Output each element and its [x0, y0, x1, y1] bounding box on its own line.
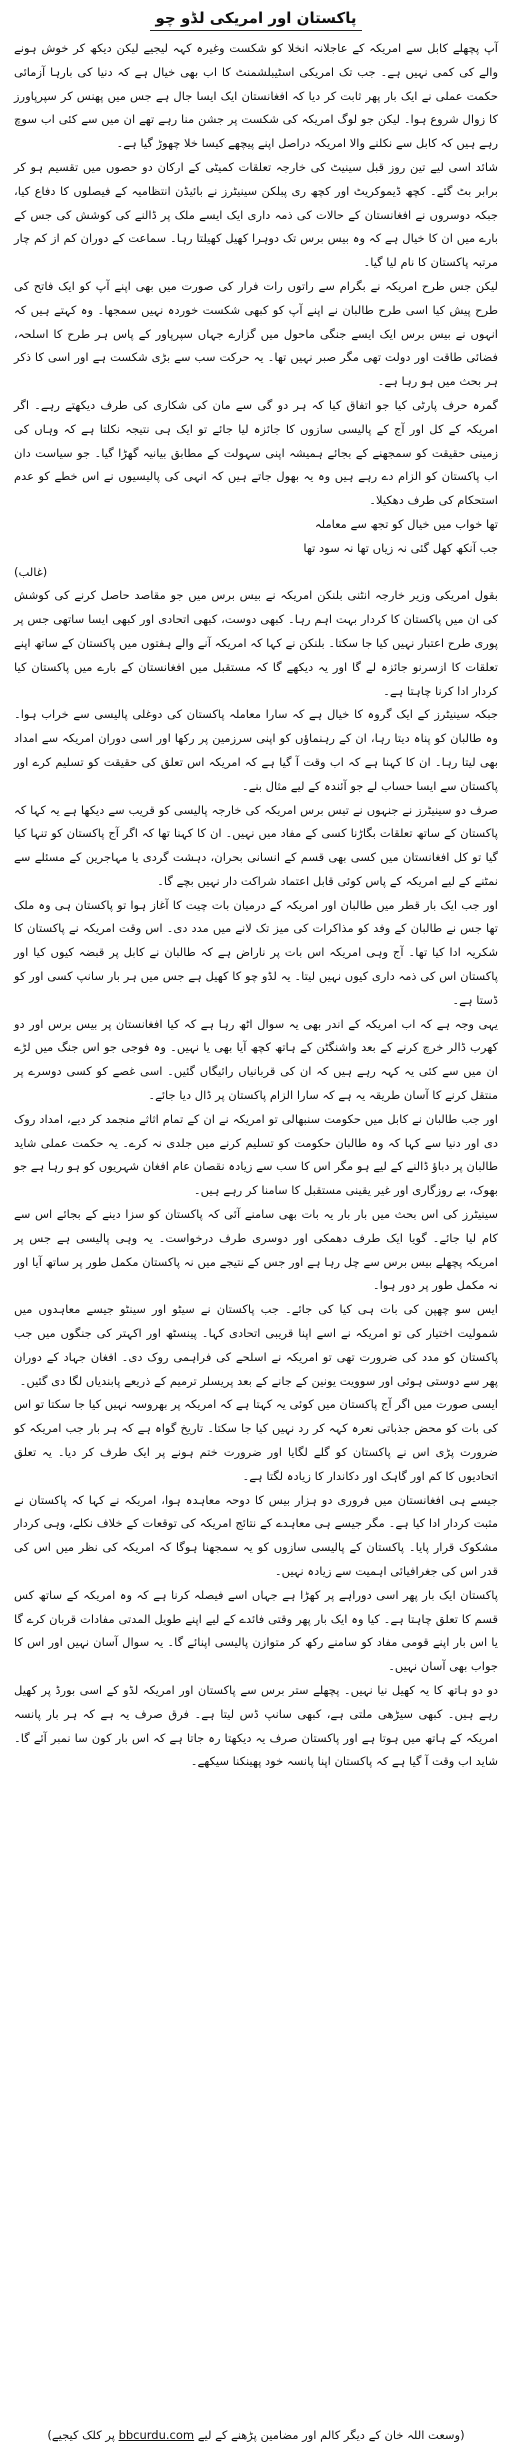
poetry-couplet-line-1: تھا خواب میں خیال کو تجھ سے معاملہ — [314, 516, 498, 531]
paragraph-16: دو دو ہاتھ کا یہ کھیل نیا نہیں۔ پچھلے ستر برس سے پاکستان اور امریکہ لڈو کے اسی بورڈ پر کھیل رہے ہیں۔ کبھی سیڑھی ملتی ہے، کبھی سانپ ڈس لیتا ہے۔ فرق صرف یہ ہے کہ ہر بار پانسہ امریکہ کے ہاتھ میں ہوتا ہے اور پاکستان صرف یہ دیکھتا رہ جاتا ہے کہ اس بار کون سا نمبر آئے گا۔ شاید اب وقت آ گیا ہے کہ پاکستان اپنا پانسہ خود پھینکنا سیکھے۔ — [14, 1682, 498, 1769]
article-footer — [14, 2424, 498, 2446]
paragraph-14: جیسے ہی افغانستان میں فروری دو ہزار بیس کا دوحہ معاہدہ ہوا، امریکہ نے کہا کہ پاکستان نے مثبت کردار ادا کیا ہے۔ مگر جیسے ہی معاہدے کے نتائج امریکہ کی توقعات کے خلاف نکلے، وہی کردار مشکوک قرار پایا۔ پاکستان کے پالیسی سازوں کو یہ سمجھنا ہوگا کہ امریکہ کی نظر میں اس کی قدر اس کی جغرافیائی اہمیت سے زیادہ نہیں۔ — [14, 1492, 498, 1578]
paragraph-1: آپ پچھلے کابل سے امریکہ کے عاجلانہ انخلا کو شکست وغیرہ کہہ لیجیے لیکن دیکھ کر خوش ہونے والے کی کمی نہیں ہے۔ جب تک امریکی اسٹیبلشمنٹ کا اب بھی خیال ہے کہ دنیا کی بارہا آزمائی حکمت عملی نے ایک بار پھر ثابت کر دیا کہ افغانستان ایک ایسا جال ہے جس میں پھنس کر سپرپاورز کا زوال شروع ہوا۔ لیکن جو لوگ امریکہ کی شکست پر جشن منا رہے تھے ان میں سے کئی اب سوچ رہے ہیں کہ کابل سے نکلنے والا امریکہ دراصل اپنے پیچھے کیسا خلا چھوڑ گیا ہے۔ — [14, 41, 498, 151]
paragraph-3: لیکن جس طرح امریکہ نے بگرام سے راتوں رات فرار کی صورت میں بھی اپنے آپ کو ایک فاتح کی طرح پیش کیا اسی طرح طالبان نے اپنے آپ کو کبھی شکست خوردہ نہیں سمجھا۔ وہ کہتے ہیں کہ انہوں نے بیس برس ایک ایسے جنگی ماحول میں گزارے جہاں سپرپاور کے پاس ہر طرح کا اسلحہ، فضائی طاقت اور دولت تھی مگر صبر نہیں تھا۔ یہ حرکت سب سے بڑی شکست ہے اور اسی کا ذکر ہر بحث میں ہو رہا ہے۔ — [14, 278, 498, 389]
paragraph-13: ایسی صورت میں اگر آج پاکستان میں کوئی یہ کہتا ہے کہ امریکہ پر بھروسہ نہیں کیا جا سکتا تو اس کی بات کو محض جذباتی نعرہ کہہ کر رد نہیں کیا جا سکتا۔ تاریخ گواہ ہے کہ ہر بار جب امریکہ کو ضرورت پڑی اس نے پاکستان کو گلے لگایا اور ضرورت ختم ہونے پر ایک طرف کر دیا۔ یہ تعلق اتحادیوں کا کم اور گاہک اور دکاندار کا زیادہ لگتا ہے۔ — [14, 1397, 498, 1483]
paragraph-15: پاکستان ایک بار پھر اسی دوراہے پر کھڑا ہے جہاں اسے فیصلہ کرنا ہے کہ وہ امریکہ کے ساتھ کس قسم کا تعلق چاہتا ہے۔ کیا وہ ایک بار پھر وقتی فائدے کے لیے اپنے طویل المدتی مفادات قربان کرے گا یا اس بار اپنے قومی مفاد کو سامنے رکھ کر متوازن پالیسی اپنائے گا۔ یہ سوال آسان نہیں اور اس کا جواب بھی آسان نہیں۔ — [14, 1587, 498, 1674]
paragraph-9: یہی وجہ ہے کہ اب امریکہ کے اندر بھی یہ سوال اٹھ رہا ہے کہ کیا افغانستان پر بیس برس اور دو کھرب ڈالر خرچ کرنے کے بعد واشنگٹن کے ہاتھ کچھ آیا بھی یا نہیں۔ وہ فوجی جو اس جنگ میں لڑے ان میں سے کئی یہ کہہ رہے ہیں کہ ان کی قربانیاں رائیگاں گئیں۔ اسی غصے کو کسی دوسرے پر منتقل کرنے کا آسان طریقہ یہ ہے کہ سارا الزام پاکستان پر ڈال دیا جائے۔ — [14, 1016, 498, 1103]
poet-attribution: (غالب) — [14, 564, 48, 579]
poetry-couplet-line-2: جب آنکھ کھل گئی نہ زیاں تھا نہ سود تھا — [303, 540, 498, 555]
paragraph-2: شائد اسی لیے تین روز قبل سینیٹ کی خارجہ تعلقات کمیٹی کے ارکان دو حصوں میں تقسیم ہو کر برابر بٹ گئے۔ کچھ ڈیموکریٹ اور کچھ ری پبلکن سینیٹرز نے بائیڈن انتظامیہ کے فیصلوں کا دفاع کیا، جبکہ دوسروں نے افغانستان کے حالات کی ذمہ داری ایک ایسے ملک پر ڈالنے کی کوشش کی جس کے بارے میں ان کا خیال ہے کہ وہ بیس برس تک دوہرا کھیل کھیلتا رہا۔ سماعت کے دوران کم از کم چار مرتبہ پاکستان کا نام لیا گیا۔ — [14, 159, 498, 270]
footer-prefix: (وسعت اللہ خان کے دیگر کالم اور مضامین پڑھنے کے لیے — [197, 2428, 465, 2442]
headline-container — [14, 8, 498, 31]
article-body — [14, 37, 498, 1774]
article-headline: پاکستان اور امریکی لڈو چو — [150, 9, 363, 31]
paragraph-5: بقول امریکی وزیر خارجہ انٹنی بلنکن امریکہ نے بیس برس میں جو مقاصد حاصل کرنے کی کوشش کی ان میں پاکستان کا کردار بہت اہم رہا۔ کبھی دوست، کبھی اتحادی اور کبھی ایسا ساتھی جس پر پوری طرح اعتبار نہیں کیا جا سکتا۔ بلنکن نے کہا کہ امریکہ آنے والے ہفتوں میں پاکستان کے ساتھ اپنے تعلقات کا ازسرنو جائزہ لے گا اور یہ دیکھے گا کہ مستقبل میں افغانستان کے بارے میں پاکستان کیا کردار ادا کرنا چاہتا ہے۔ — [14, 588, 498, 698]
paragraph-12: ایس سو چھپن کی بات ہی کیا کی جائے۔ جب پاکستان نے سیٹو اور سینٹو جیسے معاہدوں میں شمولیت اختیار کی تو امریکہ نے اسے اپنا قریبی اتحادی کہا۔ پینسٹھ اور اکہتر کی جنگوں میں جب پاکستان کو مدد کی ضرورت تھی تو امریکہ نے اسلحے کی فراہمی روک دی۔ افغان جہاد کے دوران پھر سے دوستی ہوئی اور سوویت یونین کے جانے کے بعد پریسلر ترمیم کے ذریعے پابندیاں لگا دی گئیں۔ — [14, 1302, 498, 1388]
paragraph-8: اور جب ایک بار قطر میں طالبان اور امریکہ کے درمیان بات چیت کا آغاز ہوا تو پاکستان ہی وہ ملک تھا جس نے طالبان کے وفد کو مذاکرات کی میز تک لانے میں مدد دی۔ اس وقت امریکہ نے پاکستان کا شکریہ ادا کیا تھا۔ آج وہی امریکہ اس بات پر ناراض ہے کہ طالبان نے کابل پر قبضہ کیوں کیا اور پاکستان اس کی ذمہ داری کیوں نہیں لیتا۔ یہ لڈو چو کا کھیل ہے جس میں ہر بار سانپ کسی اور کو ڈستا ہے۔ — [14, 897, 498, 1007]
bbcurdu-link[interactable]: bbcurdu.com — [118, 2428, 195, 2442]
paragraph-7: صرف دو سینیٹرز نے جنہوں نے تیس برس امریکہ کی خارجہ پالیسی کو قریب سے دیکھا ہے یہ کہا کہ پاکستان کے ساتھ تعلقات بگاڑنا کسی کے مفاد میں نہیں۔ ان کا کہنا تھا کہ اگر آج پاکستان کو تنہا کیا گیا تو کل افغانستان میں کسی بھی قسم کے انسانی بحران، دہشت گردی یا مہاجرین کے مسئلے سے نمٹنے کے لیے امریکہ کے پاس کوئی قابل اعتماد شراکت دار نہیں بچے گا۔ — [14, 802, 498, 888]
paragraph-6: جبکہ سینیٹرز کے ایک گروہ کا خیال ہے کہ سارا معاملہ پاکستان کی دوغلی پالیسی سے خراب ہوا۔ وہ طالبان کو پناہ دیتا رہا، ان کے رہنماؤں کو اپنی سرزمین پر رکھا اور اسی دوران امریکہ سے امداد بھی لیتا رہا۔ ان کا کہنا ہے کہ اب وقت آ گیا ہے کہ امریکہ اس تعلق کی حقیقت کو تسلیم کرے اور پاکستان سے ایسا حساب لے جو آئندہ کے لیے مثال بنے۔ — [14, 707, 498, 793]
paragraph-11: سینیٹرز کی اس بحث میں بار بار یہ بات بھی سامنے آئی کہ پاکستان کو سزا دینے کے بجائے اس سے کام لیا جائے۔ گویا ایک طرف دھمکی اور دوسری طرف درخواست۔ یہ وہی پالیسی ہے جس پر امریکہ پچھلے بیس برس سے چل رہا ہے اور جس کے نتیجے میں نہ پاکستان مکمل طور پر ساتھ آیا اور نہ مکمل طور پر دور ہوا۔ — [14, 1207, 498, 1293]
paragraph-10: اور جب طالبان نے کابل میں حکومت سنبھالی تو امریکہ نے ان کے تمام اثاثے منجمد کر دیے، امداد روک دی اور دنیا سے کہا کہ وہ طالبان حکومت کو تسلیم کرنے میں جلدی نہ کرے۔ یہ حکمت عملی شاید طالبان پر دباؤ ڈالنے کے لیے ہو مگر اس کا سب سے زیادہ نقصان عام افغان شہریوں کو ہو رہا ہے جو بھوک، بے روزگاری اور غیر یقینی مستقبل کا سامنا کر رہے ہیں۔ — [14, 1111, 498, 1198]
footer-suffix: پر کلک کیجیے) — [47, 2428, 115, 2442]
paragraph-4: گمرہ حرف پارٹی کیا جو اتفاق کیا کہ ہر دو گی سے مان کی شکاری کی طرف دیکھتے رہے۔ اگر امریکہ کے کل اور آج کے پالیسی سازوں کا جائزہ لیا جائے تو ایک ہی نتیجہ نکلتا ہے کہ وہاں کی زمینی حقیقت کو سمجھنے کے بجائے ہمیشہ اپنی سہولت کے مطابق بیانیہ گھڑا گیا۔ جو سیاست دان اب پاکستان کو الزام دے رہے ہیں وہ یہ بھول جاتے ہیں کہ انہی کی پالیسیوں نے اس خطے کو عدم استحکام کی طرف دھکیلا۔ — [14, 397, 498, 508]
